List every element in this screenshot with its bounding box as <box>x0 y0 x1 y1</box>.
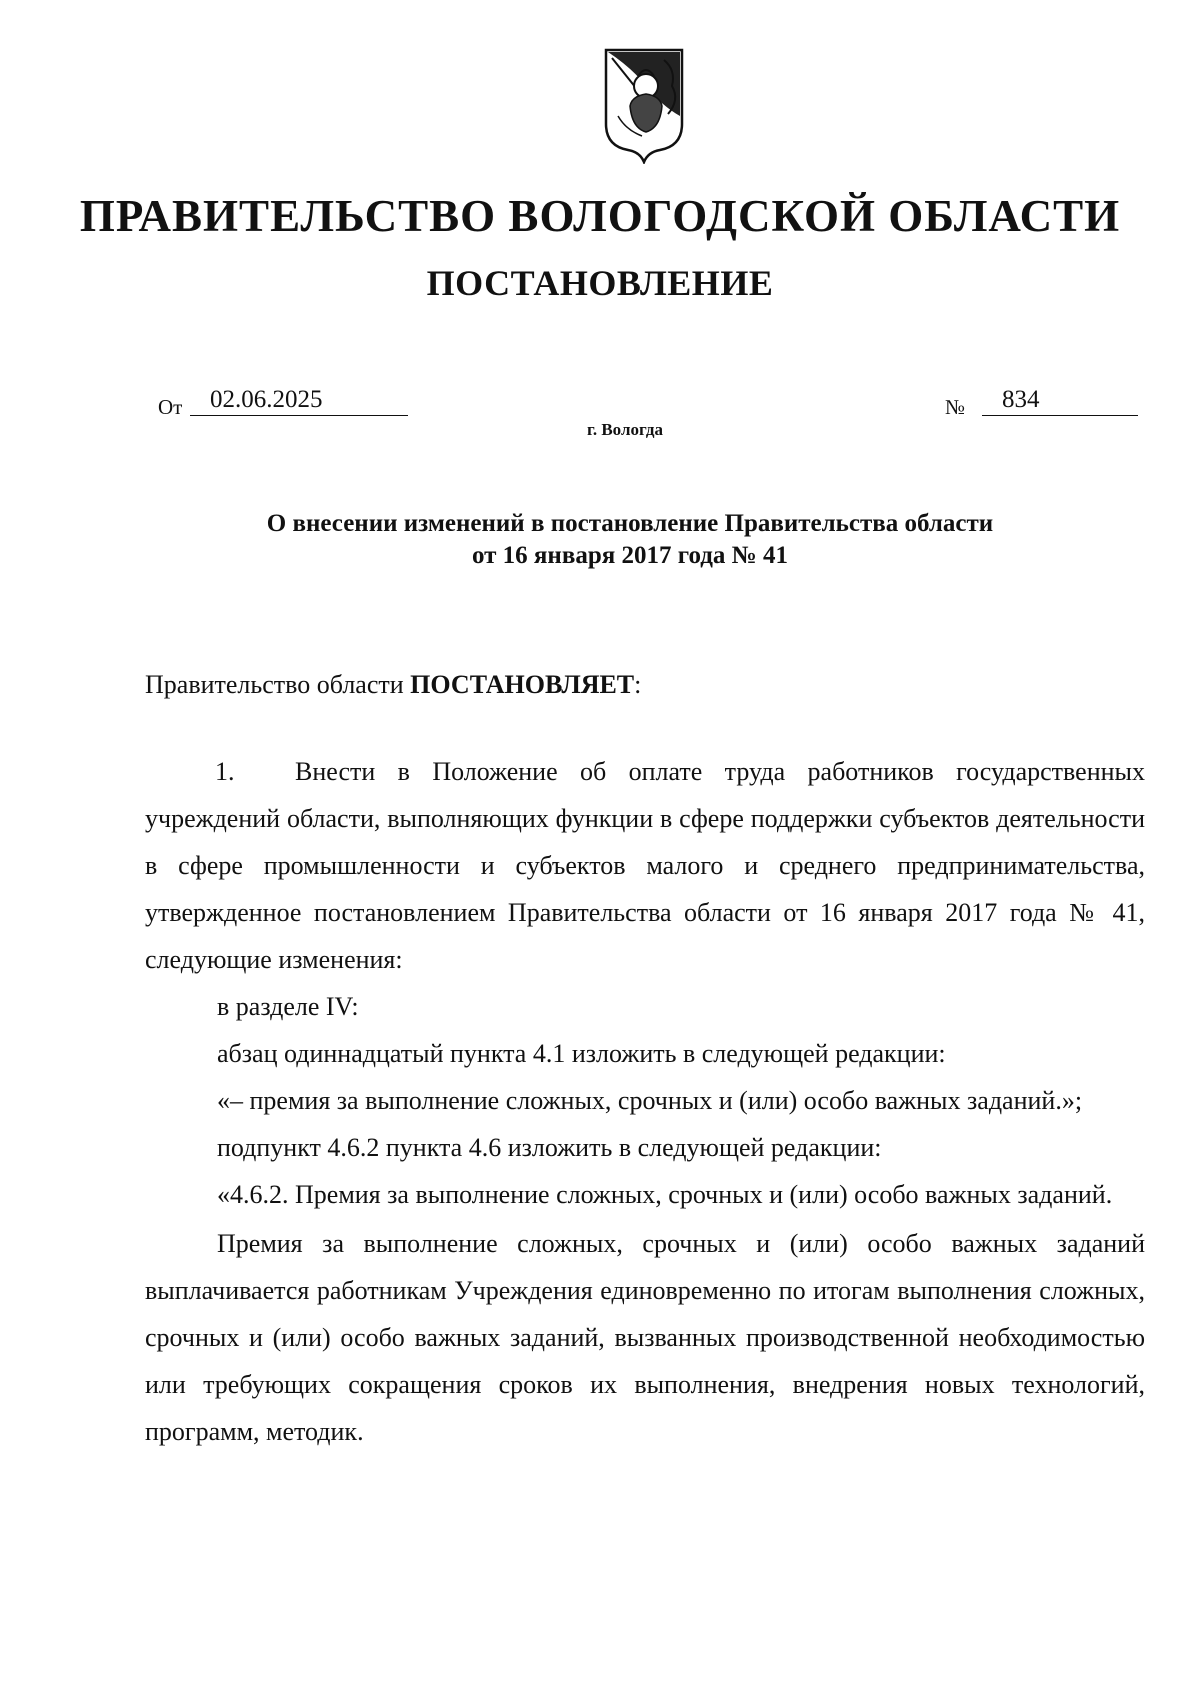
government-title: ПРАВИТЕЛЬСТВО ВОЛОГОДСКОЙ ОБЛАСТИ <box>79 191 1121 241</box>
item-1 <box>145 748 1145 983</box>
intro-emphasis: ПОСТАНОВЛЯЕТ <box>410 670 635 699</box>
paragraph-abzac: абзац одиннадцатый пункта 4.1 изложить в следующей редакции: <box>217 1039 946 1068</box>
subject-line-2: от 16 января 2017 года № 41 <box>471 542 789 569</box>
paragraph-quote-1: «– премия за выполнение сложных, срочных и (или) особо важных заданий.»; <box>217 1086 1083 1115</box>
paragraph-subitem: подпункт 4.6.2 пункта 4.6 изложить в следующей редакции: <box>217 1133 882 1162</box>
coat-of-arms-icon <box>602 46 686 164</box>
document-body <box>145 748 1145 1455</box>
city: г. Вологда <box>587 420 663 439</box>
document-type: ПОСТАНОВЛЕНИЕ <box>426 263 774 303</box>
subject-line-1: О внесении изменений в постановление Правительства области <box>266 510 994 537</box>
item-1-text: Внести в Положение об оплате труда работников государственных учреждений области, выполняющих функции в сфере поддержки субъектов деятельности в сфере промышленности и субъектов малого и среднего предпринимательства, утвержденное постановлением Правительства области от 16 января 2017 года № 41, следующие изменения: <box>145 757 1145 974</box>
document-subject <box>180 508 1080 572</box>
date-label: От <box>158 395 183 419</box>
item-1-number: 1. <box>215 757 235 786</box>
intro-statement <box>145 670 641 700</box>
number-label: № <box>945 395 966 419</box>
document-number: 834 <box>982 385 1138 416</box>
intro-colon: : <box>634 670 642 699</box>
paragraph-section: в разделе IV: <box>217 992 359 1021</box>
intro-text: Правительство области <box>145 670 411 699</box>
paragraph-final: Премия за выполнение сложных, срочных и (или) особо важных заданий выплачивается работникам Учреждения единовременно по итогам выполнения сложных, срочных и (или) особо важных заданий, вызванных производственной необходимостью или требующих сокращения сроков их выполнения, внедрения новых технологий, программ, методик. <box>145 1229 1145 1446</box>
document-date: 02.06.2025 <box>190 385 408 416</box>
paragraph-quote-2: «4.6.2. Премия за выполнение сложных, срочных и (или) особо важных заданий. <box>217 1180 1113 1209</box>
